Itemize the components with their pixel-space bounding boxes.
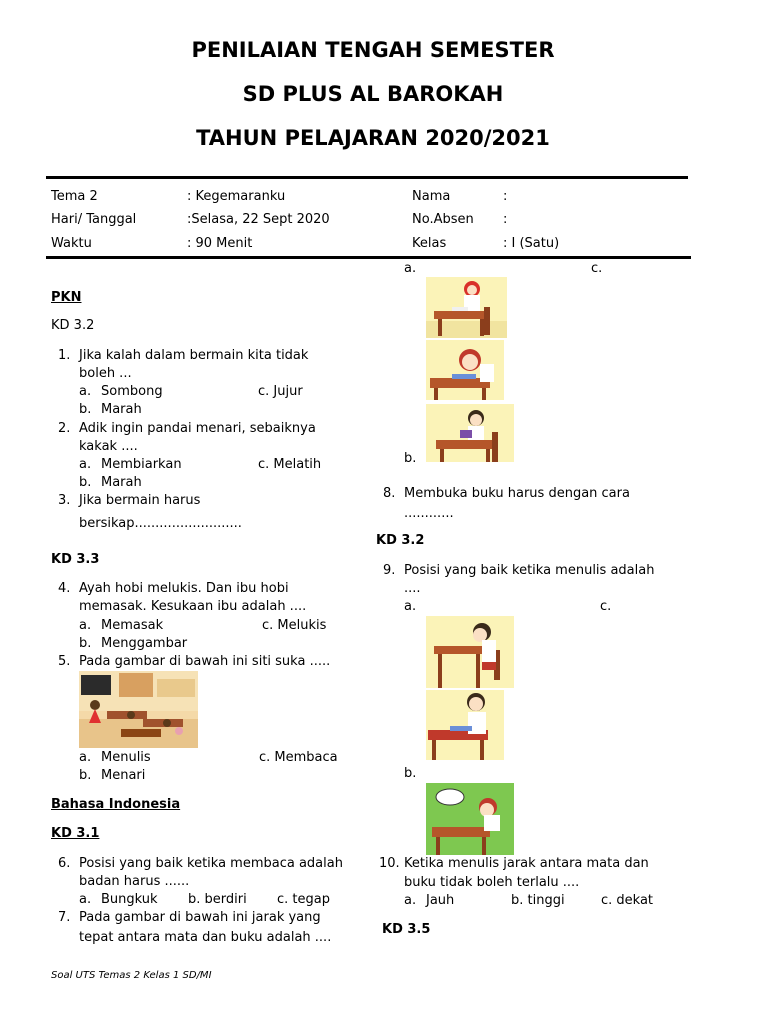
- q6-number: 6.: [58, 856, 71, 871]
- q1-text-2: boleh ...: [79, 366, 132, 381]
- waktu-value: : 90 Menit: [187, 236, 253, 251]
- q4-b-label: b.: [79, 636, 92, 651]
- exam-title: PENILAIAN TENGAH SEMESTER: [191, 38, 555, 62]
- q4-number: 4.: [58, 581, 71, 596]
- q10-option-b: b. tinggi: [511, 893, 565, 908]
- writing-girl-thinking-picture: [426, 783, 514, 855]
- q6-text-1: Posisi yang baik ketika membaca adalah: [79, 856, 343, 871]
- tema-label: Tema 2: [51, 189, 98, 204]
- q9-number: 9.: [383, 563, 396, 578]
- q10-option-a: Jauh: [426, 893, 455, 908]
- tema-value: : Kegemaranku: [187, 189, 286, 204]
- q8-text-1: Membuka buku harus dengan cara: [404, 486, 630, 501]
- kd-3-2-right: KD 3.2: [376, 533, 425, 548]
- q4-text-2: memasak. Kesukaan ibu adalah ....: [79, 599, 307, 614]
- q10-number: 10.: [379, 856, 400, 871]
- q1-option-c: c. Jujur: [258, 384, 303, 399]
- q5-option-b: Menari: [101, 768, 146, 783]
- nama-label: Nama: [412, 189, 451, 204]
- q5-a-label: a.: [79, 750, 92, 765]
- writing-boy-upright-picture: [426, 690, 504, 760]
- q3-text-2: bersikap..........................: [79, 516, 242, 531]
- q6-option-b: b. berdiri: [188, 892, 247, 907]
- academic-year: TAHUN PELAJARAN 2020/2021: [196, 126, 550, 150]
- q5-text-1: Pada gambar di bawah ini siti suka .....: [79, 654, 331, 669]
- q5-number: 5.: [58, 654, 71, 669]
- q6-a-label: a.: [79, 892, 92, 907]
- reading-boy-picture: [426, 404, 514, 462]
- q1-text-1: Jika kalah dalam bermain kita tidak: [79, 348, 309, 363]
- kd-3-3: KD 3.3: [51, 552, 100, 567]
- kelas-value: : I (Satu): [503, 236, 560, 251]
- q1-b-label: b.: [79, 402, 92, 417]
- q3-number: 3.: [58, 493, 71, 508]
- q9-text-1: Posisi yang baik ketika menulis adalah: [404, 563, 655, 578]
- kd-3-1: KD 3.1: [51, 826, 100, 841]
- footer-note: Soal UTS Temas 2 Kelas 1 SD/MI: [51, 970, 212, 981]
- q2-number: 2.: [58, 421, 71, 436]
- q4-option-b: Menggambar: [101, 636, 188, 651]
- q9-text-2: ....: [404, 581, 421, 596]
- q5-b-label: b.: [79, 768, 92, 783]
- q4-option-c: c. Melukis: [262, 618, 327, 633]
- q6-text-2: badan harus ......: [79, 874, 190, 889]
- q2-option-c: c. Melatih: [258, 457, 322, 472]
- q10-text-1: Ketika menulis jarak antara mata dan: [404, 856, 649, 871]
- kd-3-5: KD 3.5: [382, 922, 431, 937]
- q1-option-b: Marah: [101, 402, 142, 417]
- q2-text-1: Adik ingin pandai menari, sebaiknya: [79, 421, 316, 436]
- q6-option-a: Bungkuk: [101, 892, 158, 907]
- waktu-label: Waktu: [51, 236, 92, 251]
- q2-option-b: Marah: [101, 475, 142, 490]
- q10-option-c: c. dekat: [601, 893, 654, 908]
- hari-value: :Selasa, 22 Sept 2020: [187, 212, 330, 227]
- q2-option-a: Membiarkan: [101, 457, 182, 472]
- q10-text-2: buku tidak boleh terlalu ....: [404, 875, 580, 890]
- q2-text-2: kakak ....: [79, 439, 138, 454]
- q4-option-a: Memasak: [101, 618, 164, 633]
- q1-a-label: a.: [79, 384, 92, 399]
- q7-choice-a: a.: [404, 261, 417, 276]
- q6-option-c: c. tegap: [277, 892, 330, 907]
- absen-label: No.Absen: [412, 212, 474, 227]
- q7-text-1: Pada gambar di bawah ini jarak yang: [79, 910, 321, 925]
- reading-girl-hijab-picture: [426, 277, 507, 338]
- q7-choice-c: c.: [591, 261, 603, 276]
- q1-option-a: Sombong: [101, 384, 163, 399]
- q1-number: 1.: [58, 348, 71, 363]
- q9-choice-c: c.: [600, 599, 612, 614]
- q9-choice-a: a.: [404, 599, 417, 614]
- kd-3-2-left: KD 3.2: [51, 318, 95, 333]
- absen-value: :: [503, 212, 508, 227]
- q4-a-label: a.: [79, 618, 92, 633]
- school-name: SD PLUS AL BAROKAH: [242, 82, 504, 106]
- hari-label: Hari/ Tanggal: [51, 212, 137, 227]
- q5-option-a: Menulis: [101, 750, 151, 765]
- reading-girl-close-picture: [426, 340, 504, 400]
- header-rule-top: [46, 176, 688, 179]
- kelas-label: Kelas: [412, 236, 447, 251]
- q7-choice-b: b.: [404, 451, 417, 466]
- header-rule-bottom: [46, 256, 691, 259]
- q8-text-2: ............: [404, 506, 454, 521]
- q2-a-label: a.: [79, 457, 92, 472]
- q7-text-2: tepat antara mata dan buku adalah ....: [79, 930, 332, 945]
- writing-boy-bent-picture: [426, 616, 514, 688]
- q5-option-c: c. Membaca: [259, 750, 338, 765]
- section-pkn: PKN: [51, 290, 82, 305]
- nama-value: :: [503, 189, 508, 204]
- q4-text-1: Ayah hobi melukis. Dan ibu hobi: [79, 581, 289, 596]
- q7-number: 7.: [58, 910, 71, 925]
- q3-text-1: Jika bermain harus: [79, 493, 201, 508]
- q10-a-label: a.: [404, 893, 417, 908]
- q9-choice-b: b.: [404, 766, 417, 781]
- q2-b-label: b.: [79, 475, 92, 490]
- section-bahasa-indonesia: Bahasa Indonesia: [51, 797, 181, 812]
- classroom-illustration: [79, 671, 198, 748]
- q8-number: 8.: [383, 486, 396, 501]
